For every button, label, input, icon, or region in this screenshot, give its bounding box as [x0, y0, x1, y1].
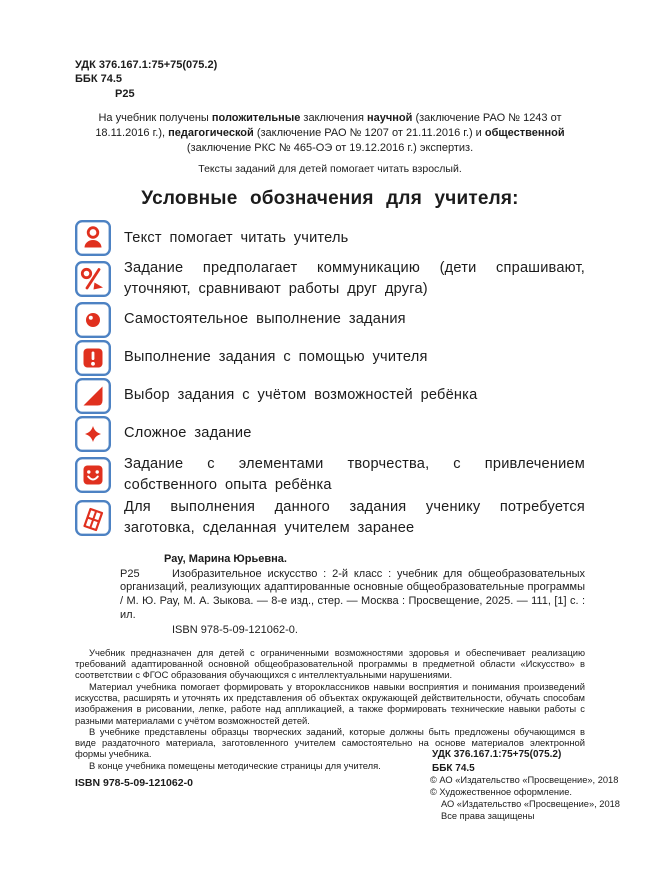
copyright-line: © АО «Издательство «Просвещение», 2018 — [430, 775, 619, 785]
copyright-line: Все права защищены — [441, 810, 535, 821]
biblio-description: Изобразительное искусство : 2-й класс : учебник для общеобразовательных организаций, реализующих адаптированные основные общеобразовательные программы / М. Ю. Рау, М. А. Зыкова. — 8-е изд., стер. — Москва : Просвещение, 2025. — 111, [1] с. : ил. — [120, 567, 585, 622]
copyright-line: АО «Издательство «Просвещение», 2018 — [441, 798, 620, 809]
legend-item — [75, 378, 585, 414]
expertise-text: На учебник получены — [98, 111, 212, 124]
legend-list — [75, 220, 585, 538]
adult-reading-note: Тексты заданий для детей помогает читать взрослый. — [198, 163, 462, 176]
annotation-paragraph: Учебник предназначен для детей с ограниченными возможностями здоровья и обеспечивает реализацию требований адаптированной основной общеобразовательной программы в предметной области «Искусство» в соответствии с ФГОС образования обучающихся с интеллектуальными нарушениями. — [75, 646, 585, 681]
legend-item — [75, 454, 585, 495]
legend-item-label: Выбор задания с учётом возможностей ребёнка — [124, 387, 478, 404]
creative-task-icon — [75, 457, 111, 493]
biblio-code: Р25 — [120, 567, 140, 580]
legend-item — [75, 302, 585, 338]
legend-item-label: Для выполнения данного задания ученику потребуется заготовка, сделанная учителем заранее — [124, 499, 585, 536]
biblio-author: Рау, Марина Юрьевна. — [164, 552, 287, 565]
bottom-udk-code: УДК 376.167.1:75+75(075.2) — [432, 749, 562, 760]
difficult-task-icon — [75, 416, 111, 452]
udk-code: УДК 376.167.1:75+75(075.2) — [75, 59, 218, 71]
bbk-code: ББК 74.5 — [75, 73, 122, 86]
legend-item — [75, 220, 585, 256]
bottom-codes — [432, 748, 561, 775]
legend-item-label: Задание предполагает коммуникацию (дети спрашивают, уточняют, сравнивают работы друг друга) — [124, 260, 585, 298]
prepared-template-icon — [75, 500, 111, 536]
author-sign-code: Р25 — [115, 87, 135, 100]
legend-heading: Условные обозначения для учителя: — [141, 188, 519, 210]
legend-item-label: Текст помогает читать учитель — [124, 230, 349, 247]
annotation-paragraph: Материал учебника помогает формировать у второклассников навыки восприятия и понимания произведений искусства, расширять и уточнять их представления об объектах окружающей действительности, обучать способам изображения в рисовании, лепке, работе над аппликацией, а также формировать технические навыки работы с разными материалами с учётом возможностей детей. — [75, 680, 585, 726]
expertise-paragraph: На учебник получены положительные заключения научной (заключение РАО № 1243 от 18.11.2016 г.), педагогической (заключение РАО № 1207 от 21.11.2016 г.) и общественной (заключение РКС № 465-ОЭ от 19.12.2016 г.) экспертиз. — [95, 111, 565, 155]
bibliographic-record — [120, 553, 585, 638]
legend-item — [75, 416, 585, 452]
top-codes — [75, 58, 585, 101]
copyright-line: © Художественное оформление. — [430, 786, 572, 797]
reading-adult-icon — [75, 220, 111, 256]
legend-item — [75, 258, 585, 299]
footer-isbn: ISBN 978-5-09-121062-0 — [75, 777, 193, 789]
annotation-paragraph: В учебнике представлены образцы творческих заданий, которые должны быть предложены обучающимся в виде раздаточного материала, заготовленного учителем самостоятельно на основе материалов электронной формы учебника. — [75, 725, 585, 760]
legend-item — [75, 497, 585, 538]
annotation-paragraph: В конце учебника помещены методические страницы для учителя. — [89, 759, 381, 771]
teacher-help-icon — [75, 340, 111, 376]
bottom-bbk-code: ББК 74.5 — [432, 762, 475, 774]
copyright-block — [430, 775, 620, 823]
legend-item-label: Выполнение задания с помощью учителя — [124, 349, 428, 366]
independent-work-icon — [75, 302, 111, 338]
legend-item-label: Сложное задание — [124, 425, 252, 442]
biblio-isbn: ISBN 978-5-09-121062-0. — [172, 624, 298, 637]
expertise-bold: положительные — [211, 111, 301, 124]
legend-item-label: Самостоятельное выполнение задания — [124, 311, 406, 328]
legend-item — [75, 340, 585, 376]
biblio-entry — [120, 568, 585, 623]
task-choice-icon — [75, 378, 111, 414]
communication-icon — [75, 261, 111, 297]
legend-item-label: Задание с элементами творчества, с привлечением собственного опыта ребёнка — [124, 455, 585, 493]
